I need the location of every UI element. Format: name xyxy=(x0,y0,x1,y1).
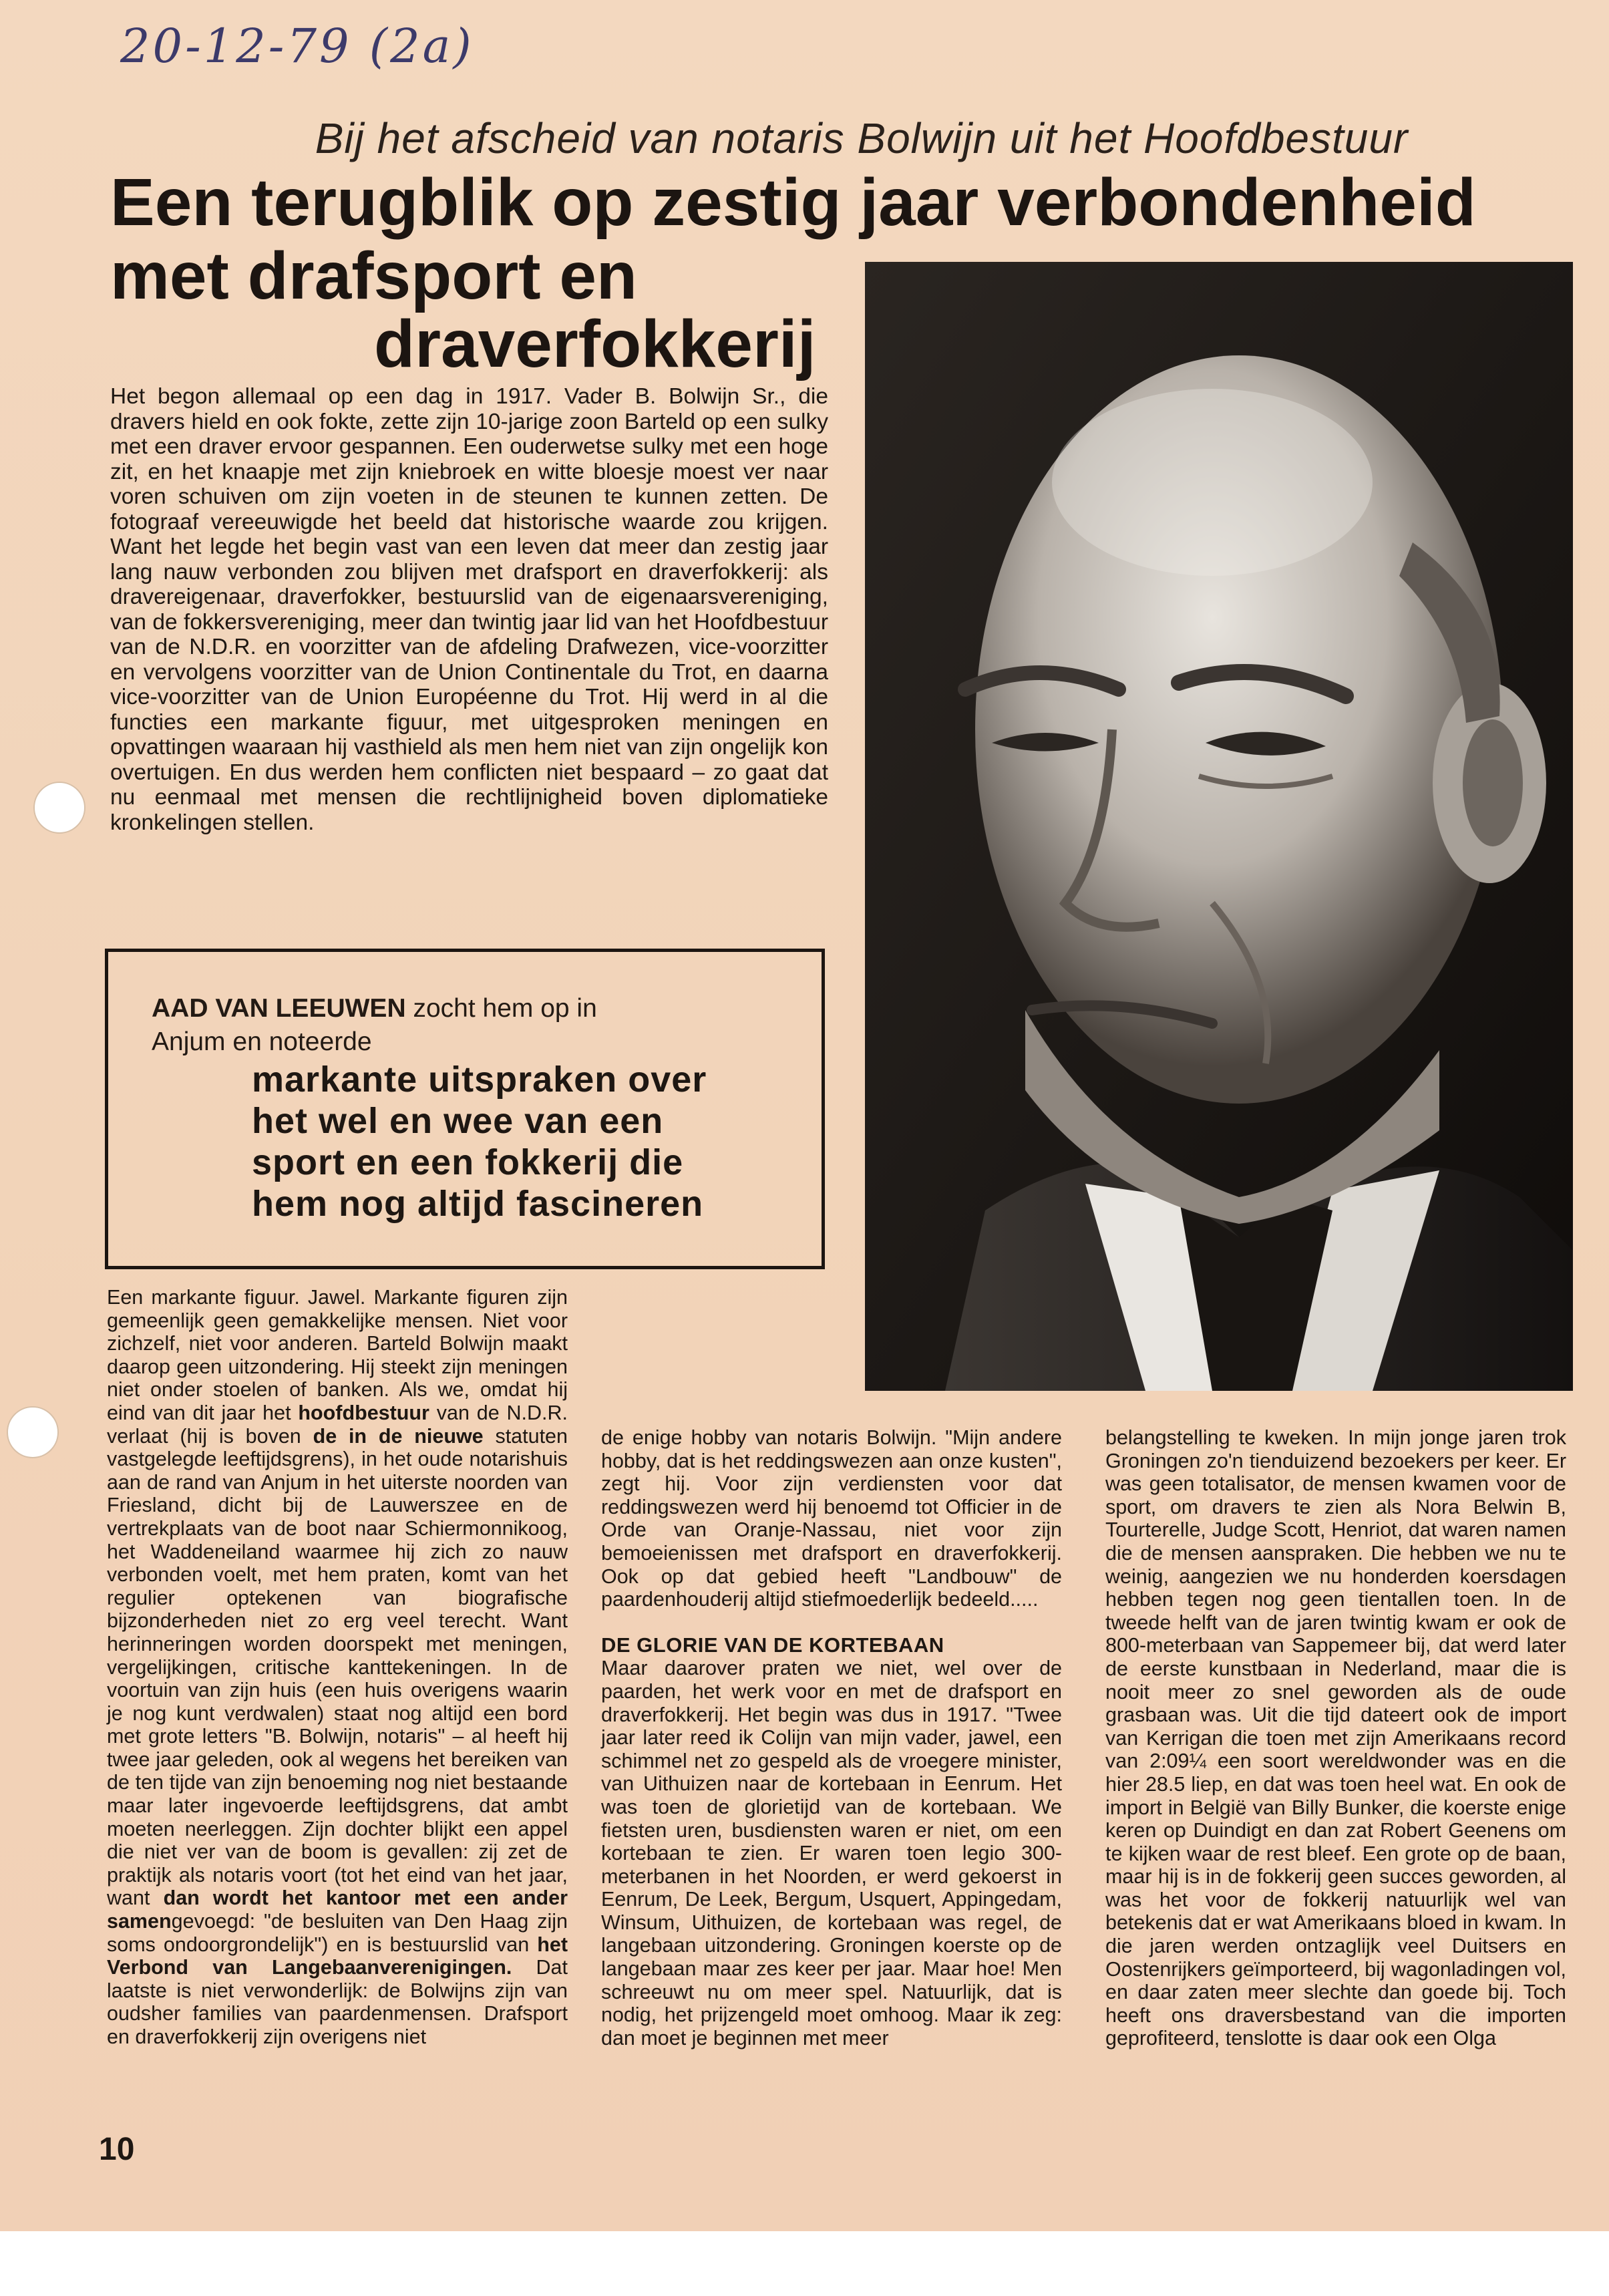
headline-line-3: draverfokkerij xyxy=(374,307,816,381)
bold-text-run: hoofdbestuur xyxy=(298,1401,429,1424)
article-subhead: Bij het afscheid van notaris Bolwijn uit het Hoofdbestuur xyxy=(315,114,1409,162)
author-credit-rest: zocht hem op in xyxy=(405,994,597,1023)
scan-margin xyxy=(0,2231,1609,2296)
column-1-paragraph xyxy=(107,1286,568,2049)
author-credit xyxy=(152,992,597,1059)
body-column-1 xyxy=(107,1286,568,2049)
portrait-illustration xyxy=(865,262,1573,1391)
punch-hole xyxy=(7,1406,59,1458)
column-2-paragraph-1: de enige hobby van notaris Bolwijn. "Mijn andere hobby, dat is het reddingswezen aan onze kusten", zegt hij. Voor zijn verdiensten voor dat reddingswezen werd hij benoemd tot Officier in de Orde van Oranje-Nassau, niet voor zijn bemoeienissen met drafsport en draverfokkerij. Ook op dat gebied heeft "Landbouw" de paardenhouderij altijd stiefmoederlijk bedeeld..... xyxy=(601,1426,1062,1611)
text-run: statuten vastgelegde leeftijdsgrens), in het oude notarishuis aan de rand van Anjum in het uiterste noorden van Friesland, dicht bij de Lauwerszee en de vertrekplaats van de boot naar Schiermonnikoog, het Waddeneiland waarmee hij zich zo nauw verbonden voelt, met hem praten, komt van het regulier optekenen van biografische bijzonderheden niet zo erg veel terecht. Want herinneringen worden doorspekt met meningen, vergelijkingen, critische kanttekeningen. In de voortuin van zijn huis (een huis overigens waarin je nog kunt verdwalen) staat nog altijd een bord met grote letters "B. Bolwijn, notaris" – al heeft hij twee jaar geleden, ook al wegens het bereiken van de ten tijde van zijn benoeming nog niet bestaande maar later ingevoerde leeftijdsgrens, dat ambt moeten neerleggen. Zijn dochter blijkt een appel die niet ver van de boom is gevallen: zij zet de praktijk als notaris voort (tot het eind van het jaar, want xyxy=(107,1424,568,1910)
bold-text-run: het Verbond van Langebaanverenigingen. xyxy=(107,1933,568,1979)
column-2-paragraph-2: Maar daarover praten we niet, wel over de paarden, het werk voor en met de drafsport en draverfokkerij. Het begin was dus in 1917. "Twee jaar later reed ik Colijn van mijn vader, jawel, een schimmel net zo gespeld als de vroegere minister, van Uithuizen naar de kortebaan in Eenrum. Het was toen de glorietijd van de kortebaan. We fietsten uren, busdiensten waren er niet, om een kortebaan te zien. Er waren toen legio 300-meterbanen in het Noorden, er werd gekoerst in Eenrum, De Leek, Bergum, Usquert, Appingedam, Winsum, Uithuizen, de kortebaan was regel, de langebaan uitzondering. Groningen koerste op de langebaan maar zes keer per jaar. Maar hoe! Men schreeuwt nu om meer spel. Natuurlijk, dat is nodig, het prijzengeld moet omhoog. Maar ik zeg: dan moet je beginnen met meer xyxy=(601,1657,1062,2049)
text-run: gevoegd: "de besluiten van Den Haag zijn soms ondoorgrondelijk") en is bestuurslid van xyxy=(107,1910,568,1956)
column-3-paragraph: belangstelling te kweken. In mijn jonge jaren trok Groningen zo'n tienduizend bezoekers per keer. Er was geen totalisator, de mensen kwamen voor de sport, om dravers te zien als Nora Belwin B, Tourterelle, Judge Scott, Henriot, dat waren namen die de mensen aanspraken. Die hebben we nu te weinig, aangezien we nu honderden koersdagen hebben tegen nog geen tientallen toen. In de tweede helft van de jaren twintig kwam er ook de 800-meterbaan van Sappemeer bij, dat werd later de eerste kunstbaan in Nederland, maar die is nooit meer zo snel geworden als de oude grasbaan was. Uit die tijd dateert ook de import van Kerrigan die toen met zijn Amerikaans record van 2:09¼ een soort wereldwonder was en die hier 28.5 liep, en dat was toen heel wat. En ook de import in België van Billy Bunker, die koerste enige keren op Duindigt en dan zat Robert Geenens om te kijken waar de rest bleef. Een grote op de baan, maar hij is in de fokkerij geen succes geworden, al was het voor de fokkerij natuurlijk wel van betekenis dat er wat Amerikaans bloed in kwam. In die jaren werden ontzaglijk veel Duitsers en Oostenrijkers geïmporteerd, bij wagonladingen vol, en daar zaten meer slechte dan goede bij. Toch heeft ons draversbestand van die importen geprofiteerd, tenslotte is daar ook een Olga xyxy=(1105,1426,1566,2050)
handwritten-date-note: 20-12-79 (2a) xyxy=(120,19,474,73)
intro-paragraph: Het begon allemaal op een dag in 1917. Vader B. Bolwijn Sr., die dravers hield en ook fokte, zette zijn 10-jarige zoon Barteld op een sulky met een draver ervoor gespannen. Een ouderwetse sulky met een hoge zit, en het knaapje met zijn kniebroek en witte bloesje moest ver naar voren schuiven om zijn voeten in de steunen te kunnen zetten. De fotograaf vereeuwigde het beeld dat historische waarde zou krijgen. Want het legde het begin vast van een leven dat meer dan zestig jaar lang nauw verbonden zou blijven met drafsport en draverfokkerij: als dravereigenaar, draverfokker, bestuurslid van de eigenaarsvereniging, van de fokkersvereniging, meer dan twintig jaar lid van het Hoofdbestuur van de N.D.R. en voorzitter van de afdeling Drafwezen, vice-voorzitter en vervolgens voorzitter van de Union Continentale du Trot, en daarna vice-voorzitter van de Union Européenne du Trot. Hij werd in al die functies een markante figuur, met uitgesproken meningen en opvattingen waaraan hij vasthield als men hem niet van zijn ongelijk kon overtuigen. En dus werden hem conflicten niet bespaard – zo gaat dat nu eenmaal met mensen die rechtlijnigheid boven diplomatieke kronkelingen stellen. xyxy=(110,384,828,835)
author-credit-line2: Anjum en noteerde xyxy=(152,1027,372,1056)
author-name: AAD VAN LEEUWEN xyxy=(152,994,406,1023)
body-column-2 xyxy=(601,1426,1062,2049)
punch-hole xyxy=(33,782,85,834)
box-quote-line: sport en een fokkerij die xyxy=(252,1142,684,1182)
box-quote xyxy=(252,1059,707,1224)
headline-line-2: met drafsport en xyxy=(110,238,638,313)
body-column-3 xyxy=(1105,1426,1566,2050)
author-box xyxy=(105,949,825,1269)
box-quote-line: hem nog altijd fascineren xyxy=(252,1184,704,1224)
bold-text-run: dan wordt het kantoor met een ander samen xyxy=(107,1887,568,1933)
box-quote-line: markante uitspraken over xyxy=(252,1059,707,1100)
bold-text-run: de in de nieuwe xyxy=(313,1424,484,1448)
box-quote-line: het wel en wee van een xyxy=(252,1101,664,1141)
portrait-photo xyxy=(865,262,1573,1391)
section-heading: DE GLORIE VAN DE KORTEBAAN xyxy=(601,1633,944,1657)
text-run: van de N.D.R. verlaat (hij is boven xyxy=(107,1401,568,1448)
text-run: Dat laatste is niet verwonderlijk: de Bolwijns zijn van oudsher families van paardenmensen. Drafsport en draverfokkerij zijn overigens niet xyxy=(107,1956,568,2048)
page-number: 10 xyxy=(99,2132,135,2167)
headline-line-1: Een terugblik op zestig jaar verbondenheid xyxy=(110,165,1476,240)
text-run: Een markante figuur. Jawel. Markante figuren zijn gemeenlijk geen gemakkelijke mensen. Niet voor zichzelf, niet voor anderen. Barteld Bolwijn maakt daarop geen uitzondering. Hij steekt zijn meningen niet onder stoelen of banken. Als we, omdat hij eind van dit jaar het xyxy=(107,1286,568,1424)
